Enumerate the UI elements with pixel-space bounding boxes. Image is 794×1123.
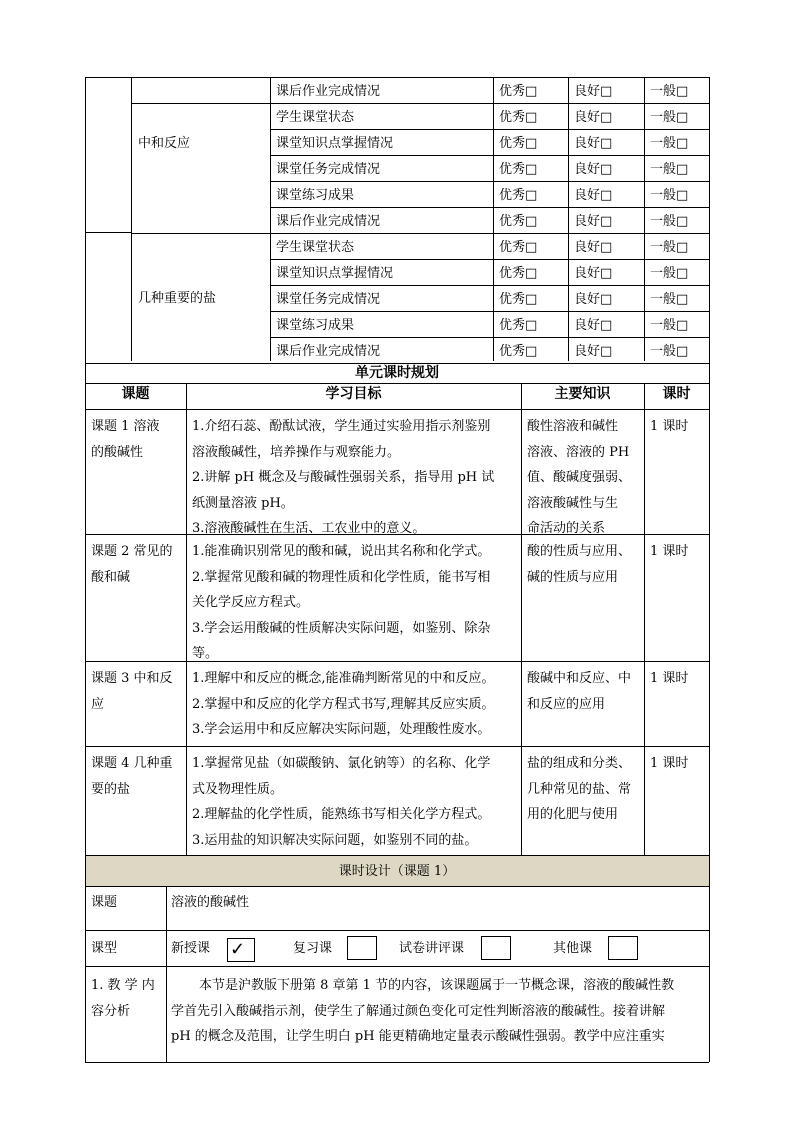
analysis-label-line: 容分析 bbox=[91, 1003, 131, 1019]
grid-line bbox=[85, 77, 86, 361]
rating-option[interactable]: 良好□ bbox=[574, 162, 613, 177]
analysis-line: pH 的概念及范围，让学生明白 pH 能更精确地定量表示酸碱性强弱。教学中应注重实 bbox=[171, 1029, 665, 1044]
grid-line bbox=[85, 1062, 709, 1063]
plan-goals bbox=[192, 539, 518, 667]
grid-line bbox=[85, 855, 709, 856]
rating-option[interactable]: 良好□ bbox=[574, 110, 613, 125]
plan-knowledge-line: 酸性溶液和碱性 bbox=[527, 419, 619, 434]
grid-line bbox=[85, 746, 709, 747]
plan-header-knowledge: 主要知识 bbox=[554, 386, 611, 402]
grid-line bbox=[85, 409, 709, 410]
plan-goals-line: 纸测量溶液 pH。 bbox=[192, 495, 294, 511]
topic-label: 课题 bbox=[91, 895, 118, 910]
rating-option[interactable]: 良好□ bbox=[574, 344, 613, 359]
plan-hours: 1 课时 bbox=[650, 419, 689, 434]
plan-topic bbox=[91, 666, 183, 717]
plan-goals-line: 2.掌握中和反应的化学方程式书写,理解其反应实质。 bbox=[192, 696, 495, 712]
plan-hours: 1 课时 bbox=[650, 756, 689, 771]
plan-topic-line: 酸和碱 bbox=[91, 569, 131, 585]
grid-line bbox=[85, 383, 709, 384]
grid-line bbox=[85, 855, 86, 1062]
rating-option[interactable]: 良好□ bbox=[574, 136, 613, 151]
rating-option[interactable]: 优秀□ bbox=[499, 214, 538, 229]
plan-goals-line: 1.能准确识别常见的酸和碱，说出其名称和化学式。 bbox=[192, 544, 491, 559]
plan-topic-line: 课题 2 常见的 bbox=[91, 544, 173, 559]
unit-plan-section-title: 单元课时规划 bbox=[355, 365, 439, 381]
rating-option[interactable]: 一般□ bbox=[650, 84, 689, 99]
lesson-design-title: 课时设计（课题 1） bbox=[338, 864, 456, 879]
grid-line bbox=[85, 661, 709, 662]
type-other-label: 其他课 bbox=[553, 941, 593, 956]
rating-option[interactable]: 一般□ bbox=[650, 292, 689, 307]
rating-option[interactable]: 良好□ bbox=[574, 266, 613, 281]
plan-knowledge-line: 溶液酸碱性与生 bbox=[527, 495, 619, 511]
rating-option[interactable]: 优秀□ bbox=[499, 136, 538, 151]
rating-option[interactable]: 一般□ bbox=[650, 318, 689, 333]
analysis-label bbox=[91, 973, 155, 1024]
plan-topic bbox=[91, 539, 183, 590]
eval-item: 课堂练习成果 bbox=[276, 318, 355, 333]
grid-line bbox=[85, 930, 709, 931]
rating-option[interactable]: 良好□ bbox=[574, 240, 613, 255]
eval-item: 课堂任务完成情况 bbox=[276, 292, 381, 307]
grid-line bbox=[85, 77, 709, 78]
plan-topic-line: 的酸碱性 bbox=[91, 444, 144, 460]
eval-item: 课堂知识点掌握情况 bbox=[276, 266, 394, 281]
eval-item: 课后作业完成情况 bbox=[276, 84, 381, 99]
grid-line bbox=[131, 103, 709, 104]
grid-line bbox=[709, 361, 710, 855]
grid-line bbox=[709, 77, 710, 361]
plan-goals bbox=[192, 751, 518, 853]
plan-hours: 1 课时 bbox=[650, 671, 689, 686]
analysis-line: 本节是沪教版下册第 8 章第 1 节的内容，该课题属于一节概念课，溶液的酸碱性教 bbox=[199, 978, 675, 993]
grid-line bbox=[85, 361, 86, 855]
plan-knowledge bbox=[527, 666, 642, 717]
type-new-lesson-checkbox[interactable] bbox=[227, 938, 255, 962]
grid-line bbox=[644, 383, 645, 855]
plan-topic-line: 要的盐 bbox=[91, 781, 131, 797]
rating-option[interactable]: 良好□ bbox=[574, 318, 613, 333]
plan-topic-line: 课题 3 中和反 bbox=[91, 671, 173, 686]
plan-header-hours: 课时 bbox=[662, 386, 691, 402]
rating-option[interactable]: 优秀□ bbox=[499, 84, 538, 99]
eval-item: 课后作业完成情况 bbox=[276, 344, 381, 359]
plan-goals-line: 1.掌握常见盐（如碳酸钠、氯化钠等）的名称、化学 bbox=[192, 756, 491, 771]
plan-goals-line: 式及物理性质。 bbox=[192, 781, 284, 797]
eval-topic-salts: 几种重要的盐 bbox=[138, 291, 217, 306]
rating-option[interactable]: 优秀□ bbox=[499, 110, 538, 125]
grid-line bbox=[709, 855, 710, 1062]
rating-option[interactable]: 一般□ bbox=[650, 162, 689, 177]
plan-topic-line: 课题 4 几种重 bbox=[91, 756, 173, 771]
analysis-label-line: 1. 教 学 内 bbox=[91, 978, 155, 993]
grid-line bbox=[186, 383, 187, 855]
plan-knowledge bbox=[527, 751, 642, 828]
eval-item: 课后作业完成情况 bbox=[276, 214, 381, 229]
plan-goals-line: 1.理解中和反应的概念,能准确判断常见的中和反应。 bbox=[192, 671, 495, 686]
plan-knowledge bbox=[527, 414, 642, 542]
grid-line bbox=[85, 363, 709, 364]
plan-goals bbox=[192, 414, 518, 542]
type-new-lesson-label: 新授课 bbox=[171, 941, 211, 956]
type-label: 课型 bbox=[91, 941, 118, 956]
rating-option[interactable]: 一般□ bbox=[650, 266, 689, 281]
eval-item: 学生课堂状态 bbox=[276, 110, 355, 125]
type-other-checkbox[interactable] bbox=[608, 936, 638, 960]
plan-knowledge-line: 盐的组成和分类、 bbox=[527, 756, 632, 771]
analysis-line: 学首先引入酸碱指示剂，使学生了解通过颜色变化可定性判断溶液的酸碱性。接着讲解 bbox=[171, 1003, 666, 1019]
rating-option[interactable]: 优秀□ bbox=[499, 188, 538, 203]
grid-line bbox=[166, 886, 167, 1062]
rating-option[interactable]: 一般□ bbox=[650, 344, 689, 359]
grid-line bbox=[644, 77, 645, 361]
plan-knowledge-line: 和反应的应用 bbox=[527, 696, 606, 712]
plan-header-goal: 学习目标 bbox=[325, 386, 382, 402]
rating-option[interactable]: 一般□ bbox=[650, 214, 689, 229]
analysis-text bbox=[171, 973, 707, 1050]
rating-option[interactable]: 优秀□ bbox=[499, 266, 538, 281]
plan-knowledge-line: 几种常见的盐、常 bbox=[527, 781, 632, 797]
plan-knowledge-line: 碱的性质与应用 bbox=[527, 569, 619, 585]
plan-hours: 1 课时 bbox=[650, 544, 689, 559]
grid-line bbox=[85, 232, 131, 233]
plan-goals-line: 关化学反应方程式。 bbox=[192, 595, 310, 610]
plan-knowledge-line: 值、酸碱度强弱、 bbox=[527, 470, 632, 485]
eval-item: 学生课堂状态 bbox=[276, 240, 355, 255]
rating-option[interactable]: 良好□ bbox=[574, 84, 613, 99]
rating-option[interactable]: 优秀□ bbox=[499, 318, 538, 333]
eval-item: 课堂练习成果 bbox=[276, 188, 355, 203]
plan-topic-line: 课题 1 溶液 bbox=[91, 419, 160, 434]
grid-line bbox=[131, 233, 709, 234]
plan-goals-line: 1.介绍石蕊、酚酞试液，学生通过实验用指示剂鉴别 bbox=[192, 419, 491, 434]
plan-goals-line: 2.讲解 pH 概念及与酸碱性强弱关系，指导用 pH 试 bbox=[192, 470, 495, 485]
plan-goals-line: 2.掌握常见酸和碱的物理性质和化学性质，能书写相 bbox=[192, 569, 491, 585]
topic-value: 溶液的酸碱性 bbox=[171, 895, 250, 910]
rating-option[interactable]: 优秀□ bbox=[499, 240, 538, 255]
eval-topic-neutralization: 中和反应 bbox=[138, 136, 191, 151]
grid-line bbox=[131, 77, 132, 361]
plan-goals-line: 2.理解盐的化学性质，能熟练书写相关化学方程式。 bbox=[192, 807, 491, 822]
eval-item: 课堂任务完成情况 bbox=[276, 162, 381, 177]
grid-line bbox=[85, 966, 709, 967]
grid-line bbox=[493, 77, 494, 361]
type-exam-review-checkbox[interactable] bbox=[481, 936, 511, 960]
rating-option[interactable]: 一般□ bbox=[650, 240, 689, 255]
plan-topic-line: 应 bbox=[91, 696, 105, 712]
plan-knowledge-line: 酸的性质与应用、 bbox=[527, 544, 632, 559]
rating-option[interactable]: 一般□ bbox=[650, 110, 689, 125]
grid-line bbox=[521, 383, 522, 855]
rating-option[interactable]: 优秀□ bbox=[499, 344, 538, 359]
grid-line bbox=[568, 77, 569, 361]
plan-knowledge-line: 溶液、溶液的 PH bbox=[527, 444, 630, 460]
plan-knowledge-line: 酸碱中和反应、中 bbox=[527, 671, 632, 686]
rating-option[interactable]: 优秀□ bbox=[499, 162, 538, 177]
rating-option[interactable]: 良好□ bbox=[574, 188, 613, 203]
check-mark-icon: ✓ bbox=[230, 939, 246, 960]
plan-goals-line: 3.溶液酸碱性在生活、工农业中的意义。 bbox=[192, 521, 426, 536]
plan-topic bbox=[91, 414, 183, 465]
type-review-label: 复习课 bbox=[293, 941, 333, 956]
plan-goals-line: 3.学会运用酸碱的性质解决实际问题，如鉴别、除杂 bbox=[192, 620, 491, 636]
plan-knowledge bbox=[527, 539, 642, 590]
plan-knowledge-line: 命活动的关系 bbox=[527, 521, 606, 536]
grid-line bbox=[85, 886, 709, 887]
plan-goals bbox=[192, 666, 518, 743]
plan-goals-line: 等。 bbox=[192, 646, 219, 661]
plan-header-topic: 课题 bbox=[121, 386, 150, 402]
plan-goals-line: 3.运用盐的知识解决实际问题，如鉴别不同的盐。 bbox=[192, 832, 478, 848]
plan-knowledge-line: 用的化肥与使用 bbox=[527, 807, 619, 822]
eval-item: 课堂知识点掌握情况 bbox=[276, 136, 394, 151]
plan-goals-line: 溶液酸碱性，培养操作与观察能力。 bbox=[192, 444, 401, 460]
rating-option[interactable]: 一般□ bbox=[650, 188, 689, 203]
rating-option[interactable]: 良好□ bbox=[574, 292, 613, 307]
grid-line bbox=[270, 77, 271, 361]
type-exam-review-label: 试卷讲评课 bbox=[399, 941, 465, 956]
rating-option[interactable]: 良好□ bbox=[574, 214, 613, 229]
type-review-checkbox[interactable] bbox=[347, 936, 377, 960]
plan-goals-line: 3.学会运用中和反应解决实际问题，处理酸性废水。 bbox=[192, 722, 491, 737]
plan-topic bbox=[91, 751, 183, 802]
rating-option[interactable]: 一般□ bbox=[650, 136, 689, 151]
grid-line bbox=[85, 534, 709, 535]
rating-option[interactable]: 优秀□ bbox=[499, 292, 538, 307]
